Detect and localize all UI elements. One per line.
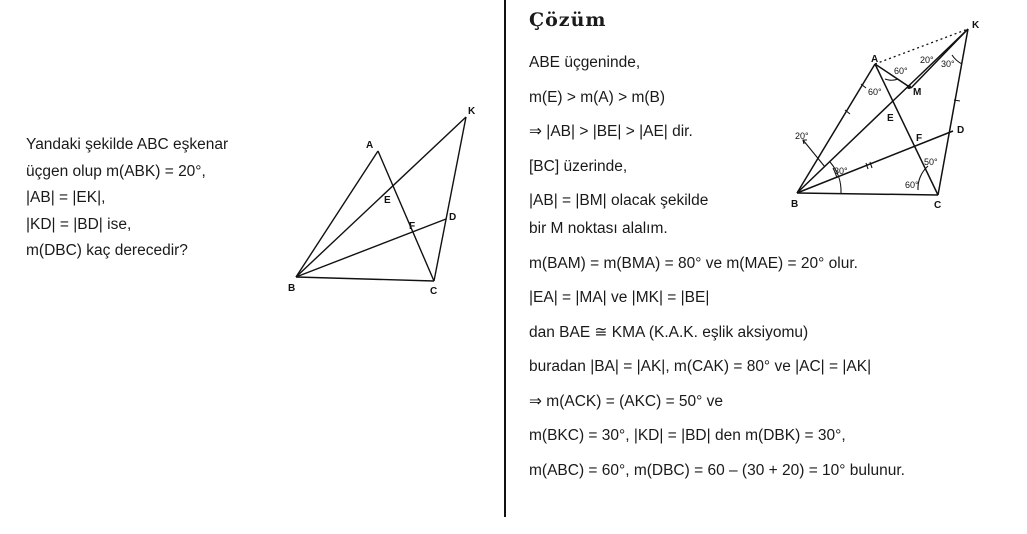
solution-figure [507, 0, 1027, 534]
label-D: D [449, 212, 457, 223]
label-M: M [913, 87, 922, 98]
label-B: B [791, 199, 799, 210]
label-F: F [916, 133, 923, 144]
angle-label: 50° [924, 157, 938, 167]
label-A: A [871, 54, 879, 65]
label-B: B [288, 283, 296, 294]
label-C: C [934, 200, 942, 211]
problem-panel [0, 0, 505, 534]
problem-line: |KD| = |BD| ise, [26, 215, 132, 233]
solution-line: |AB| = |BM| olacak şekilde [529, 192, 709, 209]
solution-line: m(BKC) = 30°, |KD| = |BD| den m(DBK) = 30°, [529, 427, 846, 444]
label-E: E [384, 195, 391, 206]
problem-line: üçgen olup m(ABK) = 20°, [26, 162, 206, 180]
label-E: E [887, 113, 894, 124]
label-K: K [972, 20, 980, 31]
solution-line: m(BAM) = m(BMA) = 80° ve m(MAE) = 20° olur. [529, 254, 858, 272]
problem-line: |AB| = |EK|, [26, 189, 106, 206]
solution-line: [BC] üzerinde, [529, 157, 628, 175]
angle-label: 60° [905, 180, 919, 190]
problem-figure [0, 0, 505, 534]
angle-label: 60° [868, 87, 882, 97]
solution-line: ⇒ m(ACK) = (AKC) = 50° ve [529, 392, 724, 410]
label-A: A [366, 140, 374, 151]
solution-line: ⇒ |AB| > |BE| > |AE| dir. [529, 123, 693, 140]
problem-line: Yandaki şekilde ABC eşkenar [26, 136, 229, 153]
solution-line: dan BAE ≅ KMA (K.A.K. eşlik aksiyomu) [529, 323, 809, 341]
solution-line: |EA| = |MA| ve |MK| = |BE| [529, 289, 710, 306]
solution-line: m(E) > m(A) > m(B) [529, 88, 666, 106]
angle-label: 20° [920, 55, 934, 65]
angle-label: 30° [834, 166, 848, 176]
label-D: D [957, 125, 965, 136]
column-divider [504, 0, 506, 517]
angle-label: 20° [795, 131, 809, 141]
solution-title: Çözüm [529, 9, 607, 31]
label-F: F [409, 221, 416, 232]
solution-line: ABE üçgeninde, [529, 54, 641, 71]
solution-line: buradan |BA| = |AK|, m(CAK) = 80° ve |AC| = |AK| [529, 358, 872, 375]
angle-label: 30° [941, 59, 955, 69]
solution-panel [507, 0, 1027, 534]
solution-line: bir M noktası alalım. [529, 220, 668, 237]
label-K: K [468, 106, 476, 117]
solution-line: m(ABC) = 60°, m(DBC) = 60 – (30 + 20) = 10° bulunur. [529, 461, 905, 479]
angle-label: 60° [894, 66, 908, 76]
label-C: C [430, 286, 438, 297]
problem-line: m(DBC) kaç derecedir? [26, 242, 188, 259]
